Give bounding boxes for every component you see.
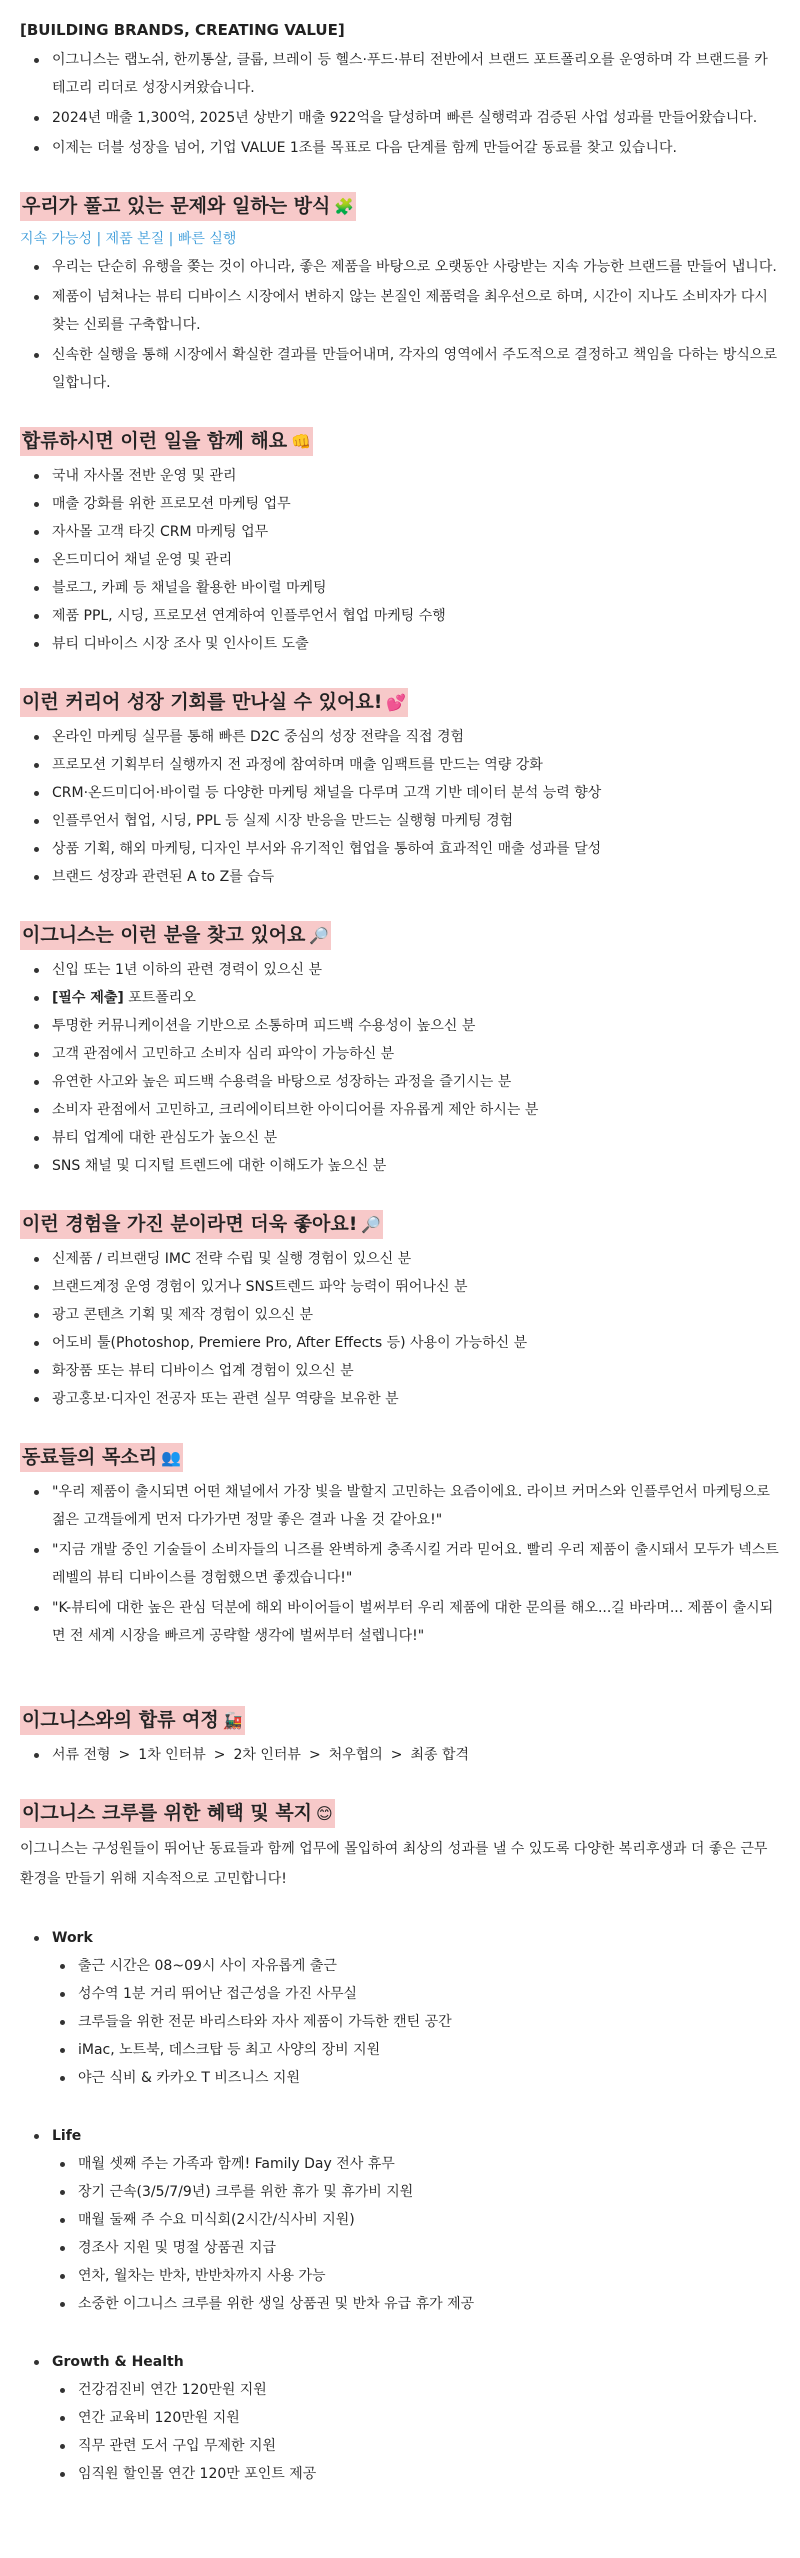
voices-section [20,1443,780,1650]
list-item: 화장품 또는 뷰티 디바이스 업계 경험이 있으신 분 [20,1357,780,1385]
list-item: SNS 채널 및 디지털 트렌드에 대한 이해도가 높으신 분 [20,1152,780,1180]
list-item: 이제는 더블 성장을 넘어, 기업 VALUE 1조를 목표로 다음 단계를 함께 만들어갈 동료를 찾고 있습니다. [20,134,780,162]
list-item: 신속한 실행을 통해 시장에서 확실한 결과를 만들어내며, 각자의 영역에서 주도적으로 결정하고 책임을 다하는 방식으로 일합니다. [20,341,780,397]
list-item: 매월 셋째 주는 가족과 함께! Family Day 전사 휴무 [20,2150,780,2178]
benefit-group-life [20,2122,780,2318]
list-item: 우리는 단순히 유행을 쫒는 것이 아니라, 좋은 제품을 바탕으로 오랫동안 사랑받는 지속 가능한 브랜드를 만들어 냅니다. [20,253,780,281]
journey-step: 처우협의 [328,1747,383,1763]
list-item: 신제품 / 리브랜딩 IMC 전략 수립 및 실행 경험이 있으신 분 [20,1245,780,1273]
preferred-section [20,1210,780,1413]
section-title: 동료들의 목소리 👥 [20,1443,183,1472]
list-item: 뷰티 디바이스 시장 조사 및 인사이트 도출 [20,630,780,658]
list-item: 광고 콘텐츠 기획 및 제작 경험이 있으신 분 [20,1301,780,1329]
benefit-group-work [20,1924,780,2092]
section-title: 이그니스와의 합류 여정 🚂 [20,1706,245,1735]
list-item: 광고홍보·디자인 전공자 또는 관련 실무 역량을 보유한 분 [20,1385,780,1413]
list-item: [필수 제출] 포트폴리오 [20,984,780,1012]
list-item: 임직원 할인몰 연간 120만 포인트 제공 [20,2460,780,2488]
smile-icon: 😊 [316,1804,333,1823]
journey-step: 최종 합격 [410,1747,470,1763]
list-item: 뷰티 업계에 대한 관심도가 높으신 분 [20,1124,780,1152]
career-list [20,723,780,891]
journey-section [20,1706,780,1769]
list-item: iMac, 노트북, 데스크탑 등 최고 사양의 장비 지원 [20,2036,780,2064]
magnifier-icon: 🔎 [361,1215,382,1234]
intro-section [20,16,780,162]
problems-list [20,253,780,397]
journey-step: 서류 전형 [52,1747,111,1763]
arrow-icon: > [308,1747,321,1763]
list-item: 국내 자사몰 전반 운영 및 관리 [20,462,780,490]
list-item: 브랜드계정 운영 경험이 있거나 SNS트렌드 파악 능력이 뛰어나신 분 [20,1273,780,1301]
list-item: 프로모션 기획부터 실행까지 전 과정에 참여하며 매출 임팩트를 만드는 역량 강화 [20,751,780,779]
required-label: [필수 제출] [52,990,124,1006]
career-section [20,688,780,891]
list-item: 경조사 지원 및 명절 상품권 지급 [20,2234,780,2262]
voices-list [20,1478,780,1650]
list-item: 장기 근속(3/5/7/9년) 크루를 위한 휴가 및 휴가비 지원 [20,2178,780,2206]
section-title: 합류하시면 이런 일을 함께 해요 👊 [20,427,313,456]
hearts-icon: 💕 [386,693,407,712]
list-item: 어도비 툴(Photoshop, Premiere Pro, After Effects 등) 사용이 가능하신 분 [20,1329,780,1357]
section-title: 이그니스 크루를 위한 혜택 및 복지 😊 [20,1799,335,1828]
seeking-list [20,956,780,1180]
section-title: 이그니스는 이런 분을 찾고 있어요 🔎 [20,921,331,950]
benefit-group-growth [20,2348,780,2488]
arrow-icon: > [213,1747,226,1763]
journey-steps [20,1741,780,1769]
list-item: 소중한 이그니스 크루를 위한 생일 상품권 및 반차 유급 휴가 제공 [20,2290,780,2318]
benefits-description: 이그니스는 구성원들이 뛰어난 동료들과 함께 업무에 몰입하여 최상의 성과를 낼 수 있도록 다양한 복리후생과 더 좋은 근무 환경을 만들기 위해 지속적으로 고민합니다! [20,1841,768,1887]
list-item: 신입 또는 1년 이하의 관련 경력이 있으신 분 [20,956,780,984]
list-item: 온드미디어 채널 운영 및 관리 [20,546,780,574]
list-item: 연차, 월차는 반차, 반반차까지 사용 가능 [20,2262,780,2290]
list-item: 야근 식비 & 카카오 T 비즈니스 지원 [20,2064,780,2092]
list-item: 인플루언서 협업, 시딩, PPL 등 실제 시장 반응을 만드는 실행형 마케팅 경험 [20,807,780,835]
list-item: 자사몰 고객 타깃 CRM 마케팅 업무 [20,518,780,546]
fist-icon: 👊 [291,432,311,451]
section-title: 우리가 풀고 있는 문제와 일하는 방식 🧩 [20,192,356,221]
list-item: "지금 개발 중인 기술들이 소비자들의 니즈를 완벽하게 충족시킬 거라 믿어요. 빨리 우리 제품이 출시돼서 모두가 넥스트 레벨의 뷰티 디바이스를 경험했으면 좋겠습니다!" [20,1536,780,1592]
list-item: 유연한 사고와 높은 피드백 수용력을 바탕으로 성장하는 과정을 즐기시는 분 [20,1068,780,1096]
list-item: 크루들을 위한 전문 바리스타와 자사 제품이 가득한 캔틴 공간 [20,2008,780,2036]
list-item: 매월 둘째 주 수요 미식회(2시간/식사비 지원) [20,2206,780,2234]
train-icon: 🚂 [222,1711,243,1730]
benefit-list [20,2376,780,2488]
list-item: 소비자 관점에서 고민하고, 크리에이티브한 아이디어를 자유롭게 제안 하시는 분 [20,1096,780,1124]
list-item: 연간 교육비 120만원 지원 [20,2404,780,2432]
list-item: 제품이 넘쳐나는 뷰티 디바이스 시장에서 변하지 않는 본질인 제품력을 최우선으로 하며, 시간이 지나도 소비자가 다시 찾는 신뢰를 구축합니다. [20,283,780,339]
list-item: 고객 관점에서 고민하고 소비자 심리 파악이 가능하신 분 [20,1040,780,1068]
intro-title: [BUILDING BRANDS, CREATING VALUE] [20,21,345,39]
puzzle-icon: 🧩 [334,197,355,216]
list-item: "K-뷰티에 대한 높은 관심 덕분에 해외 바이어들이 벌써부터 우리 제품에 대한 문의를 해오...길 바라며... 제품이 출시되면 전 세계 시장을 빠르게 공략할 생각에 벌써부터 설렙니다!" [20,1594,780,1650]
people-icon: 👥 [161,1448,182,1467]
work-section [20,427,780,658]
work-list [20,462,780,658]
list-item: 상품 기획, 해외 마케팅, 디자인 부서와 유기적인 협업을 통하여 효과적인 매출 성과를 달성 [20,835,780,863]
benefit-list [20,2150,780,2318]
group-title: Growth & Health [20,2348,780,2376]
list-item: 성수역 1분 거리 뛰어난 접근성을 가진 사무실 [20,1980,780,2008]
list-item: 이그니스는 랩노쉬, 한끼통살, 클룹, 브레이 등 헬스·푸드·뷰티 전반에서 브랜드 포트폴리오를 운영하며 각 브랜드를 카테고리 리더로 성장시켜왔습니다. [20,46,780,102]
magnifier-icon: 🔎 [309,926,330,945]
journey-step: 2차 인터뷰 [233,1747,301,1763]
list-item: 블로그, 카페 등 채널을 활용한 바이럴 마케팅 [20,574,780,602]
preferred-list [20,1245,780,1413]
journey-step: 1차 인터뷰 [138,1747,206,1763]
list-item: 건강검진비 연간 120만원 지원 [20,2376,780,2404]
arrow-icon: > [390,1747,403,1763]
section-title: 이런 경험을 가진 분이라면 더욱 좋아요! 🔎 [20,1210,383,1239]
group-title: Life [20,2122,780,2150]
list-item: 브랜드 성장과 관련된 A to Z를 습득 [20,863,780,891]
problems-section [20,192,780,397]
arrow-icon: > [118,1747,131,1763]
list-item: 제품 PPL, 시딩, 프로모션 연계하여 인플루언서 협업 마케팅 수행 [20,602,780,630]
tagline: 지속 가능성 | 제품 본질 | 빠른 실행 [20,231,237,247]
list-item: CRM·온드미디어·바이럴 등 다양한 마케팅 채널을 다루며 고객 기반 데이터 분석 능력 향상 [20,779,780,807]
list-item: 출근 시간은 08~09시 사이 자유롭게 출근 [20,1952,780,1980]
benefit-list [20,1952,780,2092]
group-title: Work [20,1924,780,1952]
list-item: 매출 강화를 위한 프로모션 마케팅 업무 [20,490,780,518]
intro-list [20,46,780,162]
section-title: 이런 커리어 성장 기회를 만나실 수 있어요! 💕 [20,688,408,717]
list-item: 직무 관련 도서 구입 무제한 지원 [20,2432,780,2460]
list-item: 투명한 커뮤니케이션을 기반으로 소통하며 피드백 수용성이 높으신 분 [20,1012,780,1040]
seeking-section [20,921,780,1180]
list-item: "우리 제품이 출시되면 어떤 채널에서 가장 빛을 발할지 고민하는 요즘이에요. 라이브 커머스와 인플루언서 마케팅으로 젊은 고객들에게 먼저 다가가면 정말 좋은 결과 나올 것 같아요!" [20,1478,780,1534]
benefits-section [20,1799,780,2488]
list-item: 온라인 마케팅 실무를 통해 빠른 D2C 중심의 성장 전략을 직접 경험 [20,723,780,751]
list-item: 2024년 매출 1,300억, 2025년 상반기 매출 922억을 달성하며 빠른 실행력과 검증된 사업 성과를 만들어왔습니다. [20,104,780,132]
